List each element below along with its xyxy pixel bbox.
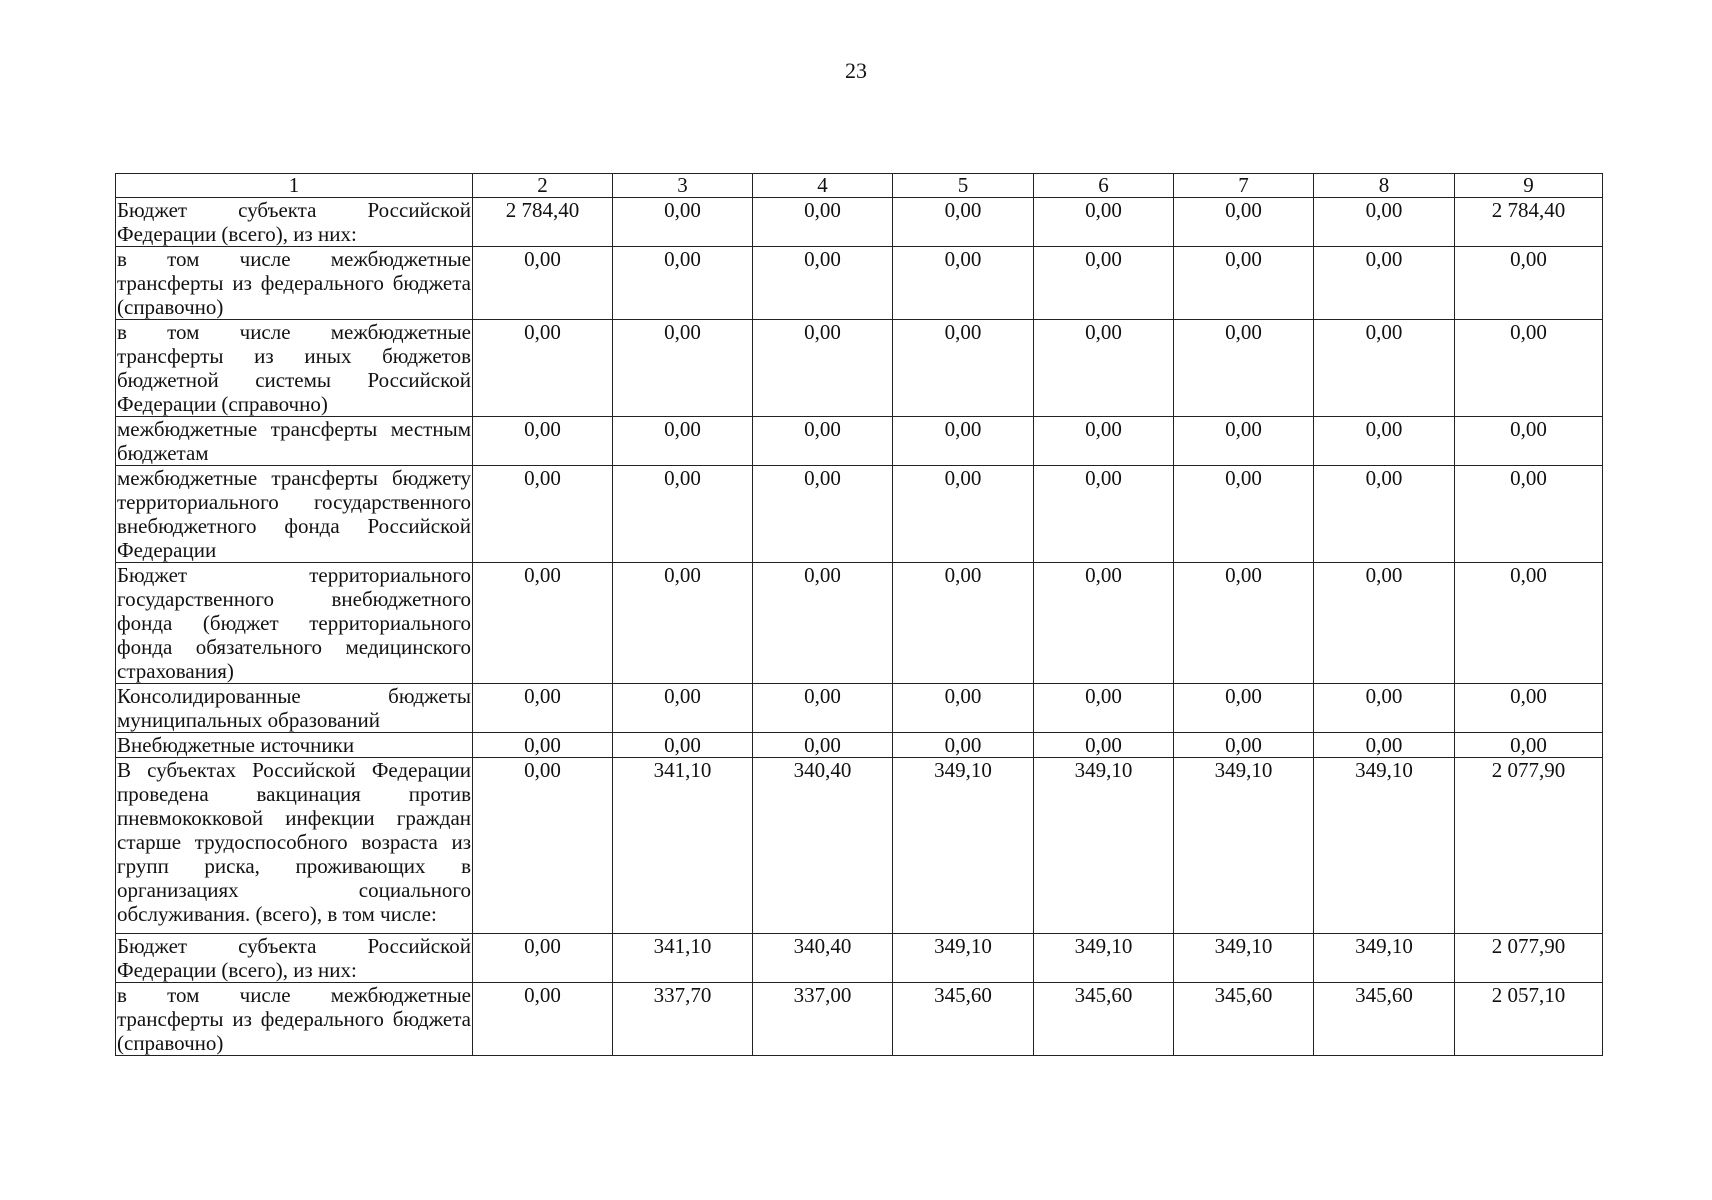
table-cell: 0,00 xyxy=(473,983,613,1056)
table-cell: 0,00 xyxy=(753,684,893,733)
table-cell: 0,00 xyxy=(893,198,1034,247)
table-cell: 337,00 xyxy=(753,983,893,1056)
table-cell: 0,00 xyxy=(893,563,1034,684)
table-cell: 337,70 xyxy=(613,983,753,1056)
table-cell: 0,00 xyxy=(1174,320,1314,417)
table-cell: 0,00 xyxy=(753,247,893,320)
column-header: 1 xyxy=(116,174,473,198)
table-cell: 0,00 xyxy=(1314,563,1455,684)
table-cell: 0,00 xyxy=(1455,466,1603,563)
table-cell: 0,00 xyxy=(1455,247,1603,320)
table-body xyxy=(116,198,1603,1056)
table-cell: 0,00 xyxy=(1174,684,1314,733)
table-cell: 0,00 xyxy=(613,247,753,320)
table-cell: 349,10 xyxy=(1034,934,1174,983)
table-cell: 0,00 xyxy=(473,320,613,417)
table-cell: 0,00 xyxy=(1174,417,1314,466)
table-cell: 349,10 xyxy=(1314,934,1455,983)
table-row xyxy=(116,247,1603,320)
table-cell: 0,00 xyxy=(753,198,893,247)
table-cell: 0,00 xyxy=(1314,247,1455,320)
column-header: 8 xyxy=(1314,174,1455,198)
table-cell: 0,00 xyxy=(1174,563,1314,684)
table-cell: 0,00 xyxy=(753,320,893,417)
table-cell: 0,00 xyxy=(613,320,753,417)
table-cell: 2 784,40 xyxy=(473,198,613,247)
column-header: 4 xyxy=(753,174,893,198)
table-cell: 0,00 xyxy=(1455,684,1603,733)
table-row xyxy=(116,733,1603,758)
table-cell: 2 784,40 xyxy=(1455,198,1603,247)
table-cell: 0,00 xyxy=(1174,733,1314,758)
table-cell: 0,00 xyxy=(893,466,1034,563)
column-header: 6 xyxy=(1034,174,1174,198)
table-row xyxy=(116,758,1603,934)
column-header: 7 xyxy=(1174,174,1314,198)
table-cell: 349,10 xyxy=(1174,758,1314,934)
table-cell: 345,60 xyxy=(1314,983,1455,1056)
table-cell: 345,60 xyxy=(1034,983,1174,1056)
table-row xyxy=(116,983,1603,1056)
table-cell: 0,00 xyxy=(1455,320,1603,417)
table-cell: 0,00 xyxy=(613,684,753,733)
table-cell: 0,00 xyxy=(473,733,613,758)
table-row xyxy=(116,198,1603,247)
table-cell: 0,00 xyxy=(473,684,613,733)
table-cell: 0,00 xyxy=(1034,466,1174,563)
table-cell: 0,00 xyxy=(473,247,613,320)
table-cell: 0,00 xyxy=(473,758,613,934)
table-cell: 0,00 xyxy=(1034,320,1174,417)
table-cell: 341,10 xyxy=(613,934,753,983)
table-cell: 349,10 xyxy=(893,934,1034,983)
table-cell: 0,00 xyxy=(753,466,893,563)
table-cell: 0,00 xyxy=(1314,684,1455,733)
table-cell: 0,00 xyxy=(1455,733,1603,758)
table-cell: 0,00 xyxy=(893,320,1034,417)
table-cell: 0,00 xyxy=(473,563,613,684)
table-cell: 0,00 xyxy=(1034,733,1174,758)
row-label: межбюджетные трансферты местным бюджетам xyxy=(117,417,471,465)
table-cell: 340,40 xyxy=(753,758,893,934)
table-row xyxy=(116,934,1603,983)
table-cell: 0,00 xyxy=(1314,466,1455,563)
table-cell: 0,00 xyxy=(1174,466,1314,563)
table-cell: 0,00 xyxy=(613,733,753,758)
page-number: 23 xyxy=(845,58,867,83)
table-cell: 349,10 xyxy=(1034,758,1174,934)
table-cell: 345,60 xyxy=(1174,983,1314,1056)
table-cell: 0,00 xyxy=(893,247,1034,320)
row-label: межбюджетные трансферты бюджету территориального государственного внебюджетного фонда Российской Федерации xyxy=(117,466,471,562)
row-label: в том числе межбюджетные трансферты из федерального бюджета (справочно) xyxy=(117,247,471,319)
row-label: Внебюджетные источники xyxy=(116,733,473,758)
table-cell: 0,00 xyxy=(893,417,1034,466)
table-cell: 340,40 xyxy=(753,934,893,983)
table-cell: 0,00 xyxy=(1034,198,1174,247)
table-cell: 0,00 xyxy=(1034,417,1174,466)
table-cell: 0,00 xyxy=(1455,417,1603,466)
column-header: 5 xyxy=(893,174,1034,198)
budget-table xyxy=(115,173,1603,1056)
row-label: В субъектах Российской Федерации проведена вакцинация против пневмококковой инфекции граждан старше трудоспособного возраста из групп риска, проживающих в организациях социального обслуживания. (всего), в том числе: xyxy=(116,758,473,934)
table-cell: 0,00 xyxy=(473,934,613,983)
table-cell: 2 077,90 xyxy=(1455,758,1603,934)
table-cell: 0,00 xyxy=(473,466,613,563)
header-row xyxy=(116,174,1603,198)
table-cell: 0,00 xyxy=(613,198,753,247)
column-header: 9 xyxy=(1455,174,1603,198)
table-row xyxy=(116,563,1603,684)
table-row xyxy=(116,417,1603,466)
column-header: 3 xyxy=(613,174,753,198)
row-label: в том числе межбюджетные трансферты из федерального бюджета (справочно) xyxy=(117,983,471,1055)
table-row xyxy=(116,684,1603,733)
table-cell: 349,10 xyxy=(893,758,1034,934)
table-cell: 0,00 xyxy=(893,733,1034,758)
table-cell: 0,00 xyxy=(1034,563,1174,684)
table-cell: 0,00 xyxy=(1174,198,1314,247)
table-row xyxy=(116,466,1603,563)
row-label: Бюджет субъекта Российской Федерации (всего), из них: xyxy=(117,934,471,982)
table-cell: 0,00 xyxy=(1034,684,1174,733)
table-cell: 0,00 xyxy=(613,466,753,563)
column-header: 2 xyxy=(473,174,613,198)
table-cell: 2 077,90 xyxy=(1455,934,1603,983)
table-cell: 0,00 xyxy=(753,563,893,684)
table-cell: 0,00 xyxy=(1455,563,1603,684)
table-cell: 0,00 xyxy=(1174,247,1314,320)
table-cell: 0,00 xyxy=(613,417,753,466)
table-cell: 0,00 xyxy=(1034,247,1174,320)
table-cell: 0,00 xyxy=(753,733,893,758)
table-cell: 0,00 xyxy=(473,417,613,466)
table-cell: 345,60 xyxy=(893,983,1034,1056)
table-cell: 0,00 xyxy=(613,563,753,684)
table-cell: 341,10 xyxy=(613,758,753,934)
row-label: Бюджет субъекта Российской Федерации (всего), из них: xyxy=(117,198,471,246)
table-cell: 0,00 xyxy=(1314,198,1455,247)
table-cell: 0,00 xyxy=(1314,417,1455,466)
table-cell: 2 057,10 xyxy=(1455,983,1603,1056)
table-cell: 349,10 xyxy=(1314,758,1455,934)
table-cell: 349,10 xyxy=(1174,934,1314,983)
table-cell: 0,00 xyxy=(753,417,893,466)
row-label: в том числе межбюджетные трансферты из иных бюджетов бюджетной системы Российской Федерации (справочно) xyxy=(117,320,471,416)
table-row xyxy=(116,320,1603,417)
table-cell: 0,00 xyxy=(1314,733,1455,758)
row-label: Консолидированные бюджеты муниципальных образований xyxy=(117,684,471,732)
table-cell: 0,00 xyxy=(893,684,1034,733)
row-label: Бюджет территориального государственного внебюджетного фонда (бюджет территориального фонда обязательного медицинского страхования) xyxy=(117,563,471,683)
table-cell: 0,00 xyxy=(1314,320,1455,417)
